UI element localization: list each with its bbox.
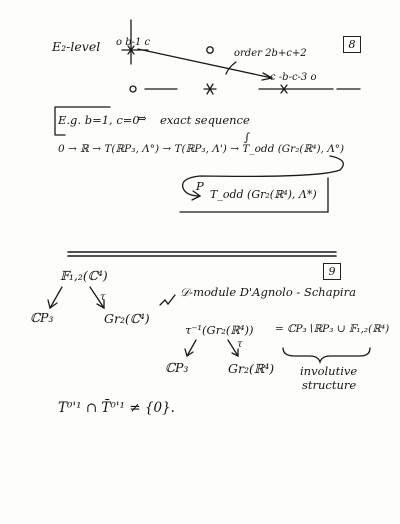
- middle-circle: [207, 47, 213, 53]
- order-label: order 2b+c+2: [234, 48, 307, 59]
- right-base-gr2: Gr₂(ℂ⁴): [104, 311, 150, 326]
- tau-label-lower: τ: [237, 339, 243, 350]
- right-node-label: c -b-c-3 o: [270, 72, 317, 83]
- bottom-left-circle: [130, 86, 136, 92]
- p-map-label: P: [196, 179, 204, 193]
- sequence-line-1: 0 → ℝ → T(ℝP₃, Λ°) → T(ℝP₃, Λ') → T_odd (Gr₂(ℝ⁴), Λ°): [58, 143, 345, 155]
- exact-sequence-text: exact sequence: [160, 113, 250, 127]
- page-number-box-9: 9: [323, 263, 341, 280]
- dmodule-squiggle: [160, 295, 175, 305]
- brace-label-structure: structure: [302, 378, 357, 392]
- sequence-line-2: T_odd (Gr₂(ℝ⁴), Λ*): [210, 188, 317, 201]
- left-base-cp3: ℂP₃: [30, 310, 54, 325]
- brace-label-involutive: involutive: [300, 364, 358, 378]
- example-text: E.g. b=1, c=0: [58, 113, 140, 127]
- lower-left-cp3: ℂP₃: [165, 360, 189, 375]
- lower-right-gr2: Gr₂(ℝ⁴): [228, 361, 275, 376]
- dmodule-text: 𝒟-module D'Agnolo - Schapira: [180, 285, 356, 299]
- top-node-label: o b-1 c: [116, 37, 151, 48]
- implies-arrow: ⇒: [137, 111, 147, 125]
- underbrace: [283, 348, 370, 362]
- connecting-map-label: ∫: [244, 130, 250, 144]
- tau-label-upper: τ: [100, 292, 106, 303]
- star-mark: [204, 84, 216, 94]
- equals-expression: = ℂP₃∖ℝP₃ ∪ 𝔽₁,₂(ℝ⁴): [275, 323, 390, 335]
- final-statement: T⁰'¹ ∩ T̄⁰'¹ ≠ {0}.: [58, 400, 175, 416]
- flag-manifold: 𝔽₁,₂(ℂ⁴): [60, 268, 108, 283]
- e2-level-label: E₂-level: [52, 39, 101, 54]
- page-number-box-8: 8: [343, 36, 361, 53]
- preimage-expression: τ⁻¹(Gr₂(ℝ⁴)): [185, 323, 254, 337]
- arrow-to-cp3: [50, 287, 62, 308]
